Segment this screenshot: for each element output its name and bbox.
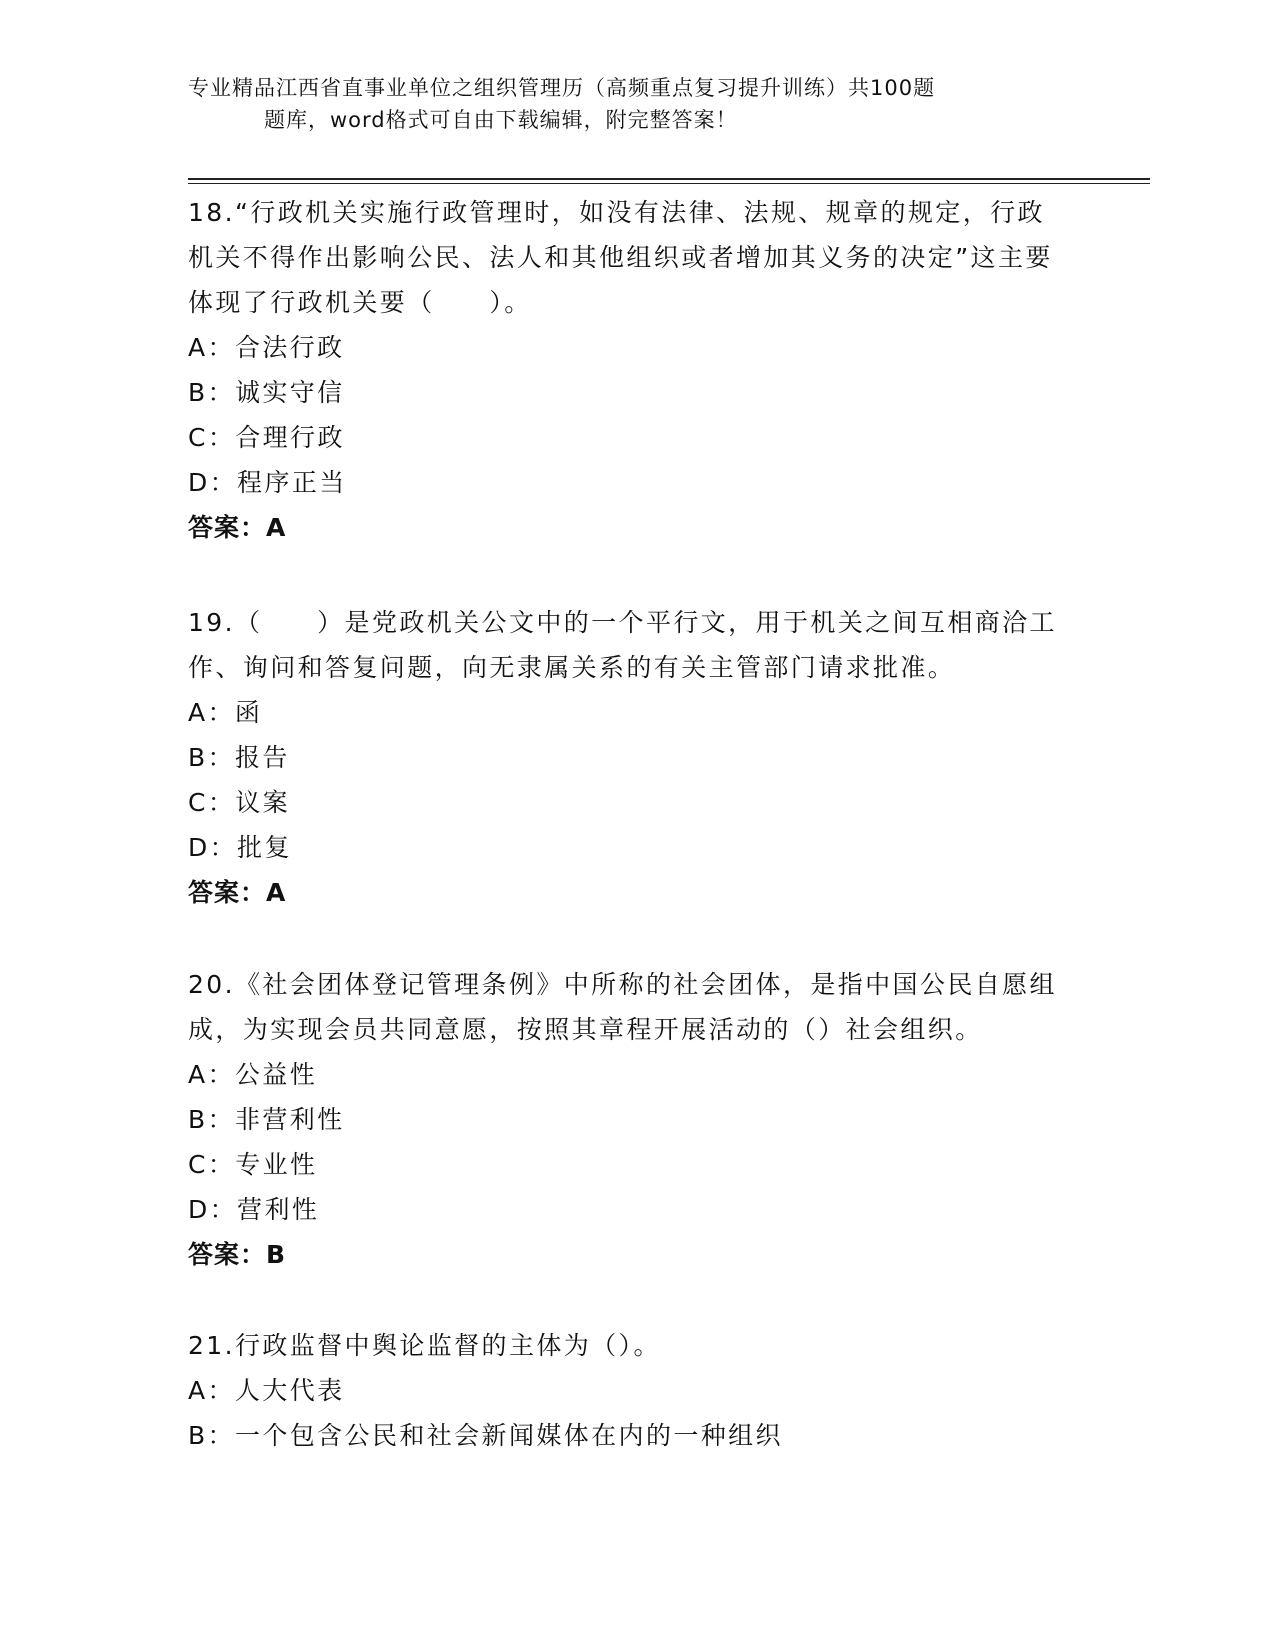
option-c: C：合理行政 — [188, 423, 345, 452]
answer-line: 答案：A — [188, 513, 287, 542]
option-d: D：营利性 — [188, 1195, 320, 1224]
option-c: C：专业性 — [188, 1150, 318, 1179]
question-19 — [188, 600, 1068, 915]
option-d: D：批复 — [188, 833, 292, 862]
question-stem: 20.《社会团体登记管理条例》中所称的社会团体，是指中国公民自愿组成，为实现会员共同意愿，按照其章程开展活动的（）社会组织。 — [188, 970, 1057, 1044]
question-20 — [188, 962, 1068, 1277]
option-b: B：非营利性 — [188, 1105, 345, 1134]
option-b: B：报告 — [188, 743, 290, 772]
header-divider-thick — [188, 178, 1150, 180]
option-b: B：诚实守信 — [188, 378, 345, 407]
option-b: B：一个包含公民和社会新闻媒体在内的一种组织 — [188, 1421, 783, 1450]
option-c: C：议案 — [188, 788, 291, 817]
answer-line: 答案：B — [188, 1240, 287, 1269]
document-header — [188, 72, 1048, 136]
header-divider-thin — [188, 183, 1150, 184]
answer-line: 答案：A — [188, 878, 287, 907]
question-stem: 18.“行政机关实施行政管理时，如没有法律、法规、规章的规定，行政机关不得作出影响公民、法人和其他组织或者增加其义务的决定”这主要体现了行政机关要（ ）。 — [188, 198, 1053, 317]
option-a: A：人大代表 — [188, 1376, 345, 1405]
option-a: A：合法行政 — [188, 333, 345, 362]
option-a: A：函 — [188, 698, 263, 727]
question-18 — [188, 190, 1068, 550]
question-21 — [188, 1323, 1068, 1458]
header-title-line-2: 题库，word格式可自由下载编辑，附完整答案！ — [264, 108, 738, 132]
option-a: A：公益性 — [188, 1060, 318, 1089]
question-stem: 19.（ ）是党政机关公文中的一个平行文，用于机关之间互相商洽工作、询问和答复问题，向无隶属关系的有关主管部门请求批准。 — [188, 608, 1057, 682]
header-title-line-1: 专业精品江西省直事业单位之组织管理历（高频重点复习提升训练）共100题 — [188, 76, 936, 100]
option-d: D：程序正当 — [188, 468, 347, 497]
question-stem: 21.行政监督中舆论监督的主体为（）。 — [188, 1331, 661, 1360]
